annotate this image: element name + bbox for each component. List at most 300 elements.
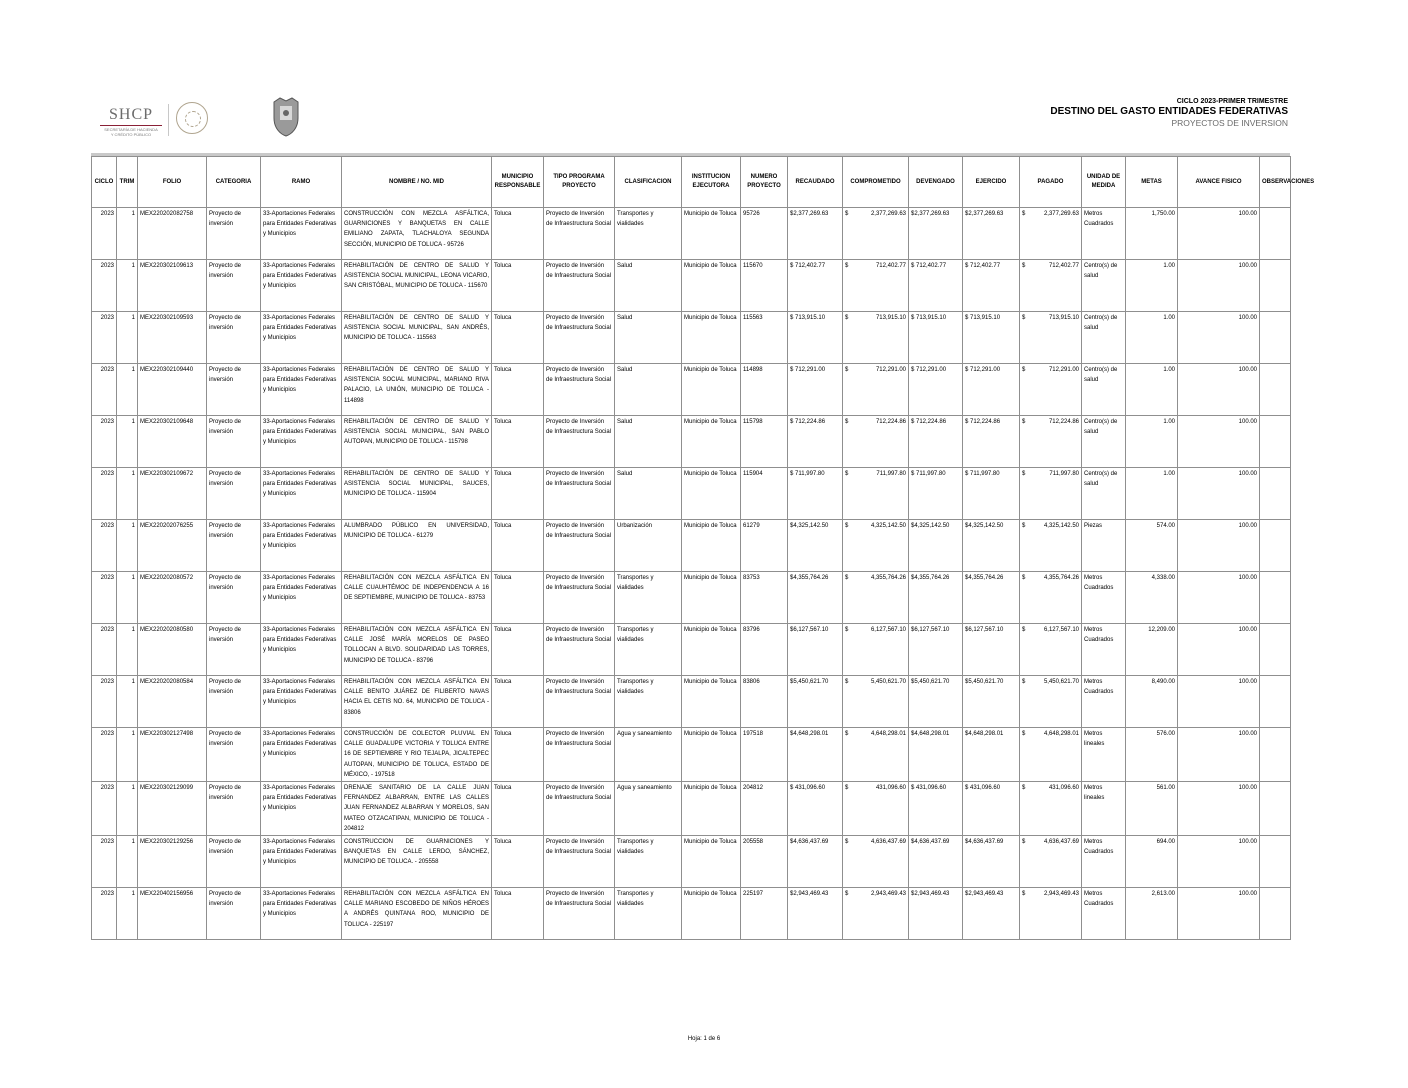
- cell-comprometido: $ 712,402.77: [843, 260, 909, 312]
- cell-devengado: $ 712,224.86: [909, 416, 963, 468]
- table-row: [92, 260, 1291, 312]
- cell-recaudado: $2,377,269.63: [788, 208, 843, 260]
- cell-folio: MEX220402156956: [138, 888, 207, 940]
- cell-municipio: Toluca: [492, 416, 544, 468]
- cell-pagado: $ 4,648,298.01: [1020, 728, 1082, 782]
- cell-ejercido: $2,943,469.43: [963, 888, 1020, 940]
- column-header-categoria: CATEGORIA: [207, 157, 261, 208]
- cell-institucion: Municipio de Toluca: [682, 728, 741, 782]
- cell-categoria: Proyecto de inversión: [207, 782, 261, 836]
- cell-tipo: Proyecto de Inversión de Infraestructura Social: [544, 782, 615, 836]
- cell-avance: 100.00: [1178, 836, 1260, 888]
- cell-ejercido: $4,325,142.50: [963, 520, 1020, 572]
- cell-devengado: $5,450,621.70: [909, 676, 963, 728]
- cell-ciclo: 2023: [92, 782, 117, 836]
- cell-numero: 205558: [741, 836, 788, 888]
- cell-folio: MEX220202080584: [138, 676, 207, 728]
- cell-obs: [1260, 208, 1291, 260]
- cell-ejercido: $ 431,096.60: [963, 782, 1020, 836]
- cell-devengado: $4,636,437.69: [909, 836, 963, 888]
- cell-metas: 1.00: [1126, 468, 1178, 520]
- cell-metas: 1.00: [1126, 260, 1178, 312]
- cell-recaudado: $2,943,469.43: [788, 888, 843, 940]
- cell-ciclo: 2023: [92, 312, 117, 364]
- cell-devengado: $4,355,764.26: [909, 572, 963, 624]
- cell-avance: 100.00: [1178, 260, 1260, 312]
- cell-ejercido: $4,355,764.26: [963, 572, 1020, 624]
- cell-ciclo: 2023: [92, 676, 117, 728]
- cell-devengado: $ 711,997.80: [909, 468, 963, 520]
- cell-municipio: Toluca: [492, 260, 544, 312]
- cell-avance: 100.00: [1178, 416, 1260, 468]
- cell-clasificacion: Salud: [615, 416, 682, 468]
- cell-tipo: Proyecto de Inversión de Infraestructura Social: [544, 728, 615, 782]
- cell-categoria: Proyecto de inversión: [207, 364, 261, 416]
- cell-trim: 1: [117, 888, 138, 940]
- cell-tipo: Proyecto de Inversión de Infraestructura Social: [544, 260, 615, 312]
- cell-folio: MEX220202080572: [138, 572, 207, 624]
- cell-nombre: CONSTRUCCION DE GUARNICIONES Y BANQUETAS EN CALLE LERDO, SÁNCHEZ, MUNICIPIO DE TOLUCA. - 205558: [342, 836, 492, 888]
- cell-categoria: Proyecto de inversión: [207, 624, 261, 676]
- cell-comprometido-value: 5,450,621.70: [870, 679, 906, 685]
- cell-folio: MEX220302129099: [138, 782, 207, 836]
- shcp-logo: [96, 106, 166, 137]
- cell-obs: [1260, 836, 1291, 888]
- cell-folio: MEX220302109672: [138, 468, 207, 520]
- cell-pagado: $ 712,291.00: [1020, 364, 1082, 416]
- cell-numero: 83753: [741, 572, 788, 624]
- cell-avance: 100.00: [1178, 782, 1260, 836]
- cell-clasificacion: Transportes y vialidades: [615, 888, 682, 940]
- cell-unidad: Metros lineales: [1082, 728, 1126, 782]
- cell-comprometido-value: 712,224.86: [875, 419, 906, 425]
- cell-folio: MEX220302109648: [138, 416, 207, 468]
- cell-unidad: Centro(s) de salud: [1082, 416, 1126, 468]
- cell-obs: [1260, 468, 1291, 520]
- column-header-metas: METAS: [1126, 157, 1178, 208]
- cell-clasificacion: Urbanización: [615, 520, 682, 572]
- column-header-obs: OBSERVACIONES: [1260, 157, 1291, 208]
- cell-clasificacion: Agua y saneamiento: [615, 728, 682, 782]
- cell-comprometido: $ 4,325,142.50: [843, 520, 909, 572]
- cell-ciclo: 2023: [92, 520, 117, 572]
- cell-municipio: Toluca: [492, 520, 544, 572]
- cell-trim: 1: [117, 468, 138, 520]
- cell-folio: MEX220202082758: [138, 208, 207, 260]
- column-header-recaudado: RECAUDADO: [788, 157, 843, 208]
- cell-pagado-value: 712,291.00: [1048, 367, 1079, 373]
- cell-obs: [1260, 520, 1291, 572]
- page-number: Hoja: 1 de 6: [687, 1036, 721, 1042]
- cell-folio: MEX220202080580: [138, 624, 207, 676]
- column-header-trim: TRIM: [117, 157, 138, 208]
- table-row: [92, 468, 1291, 520]
- cell-nombre: CONSTRUCCIÓN CON MEZCLA ASFÁLTICA, GUARNICIONES Y BANQUETAS EN CALLE EMILIANO ZAPATA, TLACHALOYA SEGUNDA SECCIÓN, MUNICIPIO DE TOLUCA - 95726: [342, 208, 492, 260]
- cell-pagado-value: 4,325,142.50: [1043, 523, 1079, 529]
- cell-avance: 100.00: [1178, 468, 1260, 520]
- cell-municipio: Toluca: [492, 728, 544, 782]
- cell-ramo: 33-Aportaciones Federales para Entidades Federativas y Municipios: [261, 312, 342, 364]
- table-row: [92, 888, 1291, 940]
- cell-pagado-value: 4,636,437.69: [1043, 839, 1079, 846]
- cell-nombre: REHABILITACIÓN DE CENTRO DE SALUD Y ASISTENCIA SOCIAL MUNICIPAL, MARIANO RIVA PALACIO, LA UNIÓN, MUNICIPIO DE TOLUCA - 114898: [342, 364, 492, 416]
- cell-obs: [1260, 312, 1291, 364]
- cell-avance: 100.00: [1178, 572, 1260, 624]
- cell-ramo: 33-Aportaciones Federales para Entidades Federativas y Municipios: [261, 468, 342, 520]
- cell-numero: 115904: [741, 468, 788, 520]
- table-row: [92, 416, 1291, 468]
- cell-nombre: REHABILITACIÓN CON MEZCLA ASFÁLTICA EN CALLE CUAUHTÉMOC DE INDEPENDENCIA A 16 DE SEPTIEMBRE, MUNICIPIO DE TOLUCA - 83753: [342, 572, 492, 624]
- cell-pagado: $ 4,636,437.69: [1020, 836, 1082, 888]
- cell-categoria: Proyecto de inversión: [207, 416, 261, 468]
- cell-ejercido: $6,127,567.10: [963, 624, 1020, 676]
- cell-trim: 1: [117, 520, 138, 572]
- cell-categoria: Proyecto de inversión: [207, 260, 261, 312]
- cell-ejercido: $4,636,437.69: [963, 836, 1020, 888]
- cell-metas: 12,209.00: [1126, 624, 1178, 676]
- cell-folio: MEX220302109613: [138, 260, 207, 312]
- cell-unidad: Piezas: [1082, 520, 1126, 572]
- cell-numero: 83806: [741, 676, 788, 728]
- cell-nombre: REHABILITACIÓN DE CENTRO DE SALUD Y ASISTENCIA SOCIAL MUNICIPAL, SAN ANDRÉS, MUNICIPIO DE TOLUCA - 115563: [342, 312, 492, 364]
- cell-obs: [1260, 572, 1291, 624]
- cell-clasificacion: Transportes y vialidades: [615, 836, 682, 888]
- cell-numero: 197518: [741, 728, 788, 782]
- cell-institucion: Municipio de Toluca: [682, 260, 741, 312]
- cell-municipio: Toluca: [492, 468, 544, 520]
- cell-nombre: ALUMBRADO PÚBLICO EN UNIVERSIDAD, MUNICIPIO DE TOLUCA - 61279: [342, 520, 492, 572]
- cell-ramo: 33-Aportaciones Federales para Entidades Federativas y Municipios: [261, 728, 342, 782]
- cell-municipio: Toluca: [492, 572, 544, 624]
- cell-ramo: 33-Aportaciones Federales para Entidades Federativas y Municipios: [261, 416, 342, 468]
- cell-institucion: Municipio de Toluca: [682, 208, 741, 260]
- cell-avance: 100.00: [1178, 208, 1260, 260]
- cell-tipo: Proyecto de Inversión de Infraestructura Social: [544, 468, 615, 520]
- cell-trim: 1: [117, 836, 138, 888]
- cell-obs: [1260, 416, 1291, 468]
- cell-pagado: $ 431,096.60: [1020, 782, 1082, 836]
- report-title: DESTINO DEL GASTO ENTIDADES FEDERATIVAS: [1050, 106, 1288, 117]
- cell-obs: [1260, 728, 1291, 782]
- cell-comprometido: $ 2,377,269.63: [843, 208, 909, 260]
- cell-pagado-value: 2,943,469.43: [1043, 891, 1079, 898]
- column-header-folio: FOLIO: [138, 157, 207, 208]
- shcp-logo-subtitle-1: SECRETARÍA DE HACIENDA: [104, 127, 158, 132]
- cell-pagado-value: 712,402.77: [1048, 263, 1079, 269]
- cell-clasificacion: Salud: [615, 312, 682, 364]
- cell-comprometido-value: 4,648,298.01: [870, 731, 906, 737]
- cell-numero: 95726: [741, 208, 788, 260]
- cell-clasificacion: Salud: [615, 364, 682, 416]
- column-header-ejercido: EJERCIDO: [963, 157, 1020, 208]
- column-header-municipio: MUNICIPIO RESPONSABLE: [492, 157, 544, 208]
- cell-categoria: Proyecto de inversión: [207, 520, 261, 572]
- cell-recaudado: $4,355,764.26: [788, 572, 843, 624]
- cell-devengado: $ 431,096.60: [909, 782, 963, 836]
- cell-categoria: Proyecto de inversión: [207, 728, 261, 782]
- cell-comprometido-value: 4,325,142.50: [870, 523, 906, 529]
- cell-recaudado: $ 712,291.00: [788, 364, 843, 416]
- cell-folio: MEX220202076255: [138, 520, 207, 572]
- cell-ejercido: $ 712,291.00: [963, 364, 1020, 416]
- cell-pagado-value: 5,450,621.70: [1043, 679, 1079, 685]
- cell-pagado: $ 712,224.86: [1020, 416, 1082, 468]
- cell-municipio: Toluca: [492, 208, 544, 260]
- cell-comprometido-value: 4,355,764.26: [870, 575, 906, 581]
- cell-folio: MEX220302109593: [138, 312, 207, 364]
- cell-ejercido: $ 712,224.86: [963, 416, 1020, 468]
- cell-institucion: Municipio de Toluca: [682, 416, 741, 468]
- cell-ejercido: $4,648,298.01: [963, 728, 1020, 782]
- cell-unidad: Centro(s) de salud: [1082, 312, 1126, 364]
- column-header-institucion: INSTITUCION EJECUTORA: [682, 157, 741, 208]
- cell-numero: 114898: [741, 364, 788, 416]
- cell-ciclo: 2023: [92, 624, 117, 676]
- cell-comprometido: $ 4,636,437.69: [843, 836, 909, 888]
- cell-avance: 100.00: [1178, 888, 1260, 940]
- cell-metas: 1.00: [1126, 312, 1178, 364]
- cell-pagado: $ 5,450,621.70: [1020, 676, 1082, 728]
- cell-ejercido: $ 713,915.10: [963, 312, 1020, 364]
- column-header-comprometido: COMPROMETIDO: [843, 157, 909, 208]
- cell-nombre: DRENAJE SANITARIO DE LA CALLE JUAN FERNANDEZ ALBARRAN, ENTRE LAS CALLES JUAN FERNANDEZ ALBARRAN Y MORELOS, SAN MATEO OTZACATIPAN, MUNICIPIO DE TOLUCA - 204812: [342, 782, 492, 836]
- cell-ciclo: 2023: [92, 260, 117, 312]
- cell-tipo: Proyecto de Inversión de Infraestructura Social: [544, 624, 615, 676]
- column-header-nombre: NOMBRE / NO. MID: [342, 157, 492, 208]
- cell-comprometido: $ 713,915.10: [843, 312, 909, 364]
- cell-recaudado: $ 431,096.60: [788, 782, 843, 836]
- cell-pagado-value: 2,377,269.63: [1043, 211, 1079, 217]
- cell-categoria: Proyecto de inversión: [207, 208, 261, 260]
- cell-comprometido-value: 6,127,567.10: [870, 627, 906, 633]
- shcp-logo-text: SHCP: [108, 106, 154, 123]
- cell-categoria: Proyecto de inversión: [207, 468, 261, 520]
- cell-devengado: $ 712,402.77: [909, 260, 963, 312]
- cell-clasificacion: Salud: [615, 468, 682, 520]
- cell-obs: [1260, 364, 1291, 416]
- cell-metas: 4,338.00: [1126, 572, 1178, 624]
- cell-pagado: $ 6,127,567.10: [1020, 624, 1082, 676]
- cell-numero: 61279: [741, 520, 788, 572]
- cell-numero: 115563: [741, 312, 788, 364]
- cell-comprometido-value: 713,915.10: [875, 315, 906, 321]
- cell-metas: 694.00: [1126, 836, 1178, 888]
- cell-metas: 1.00: [1126, 416, 1178, 468]
- cell-unidad: Metros Cuadrados: [1082, 208, 1126, 260]
- cell-pagado: $ 713,915.10: [1020, 312, 1082, 364]
- cell-unidad: Metros Cuadrados: [1082, 888, 1126, 940]
- cell-ciclo: 2023: [92, 468, 117, 520]
- cell-ramo: 33-Aportaciones Federales para Entidades Federativas y Municipios: [261, 836, 342, 888]
- cell-recaudado: $4,648,298.01: [788, 728, 843, 782]
- cell-trim: 1: [117, 624, 138, 676]
- cell-trim: 1: [117, 572, 138, 624]
- cell-comprometido-value: 712,291.00: [875, 367, 906, 373]
- cell-ramo: 33-Aportaciones Federales para Entidades Federativas y Municipios: [261, 260, 342, 312]
- cell-metas: 574.00: [1126, 520, 1178, 572]
- cell-nombre: REHABILITACIÓN DE CENTRO DE SALUD Y ASISTENCIA SOCIAL MUNICIPAL, SAN PABLO AUTOPAN, MUNICIPIO DE TOLUCA - 115798: [342, 416, 492, 468]
- cell-pagado: $ 2,377,269.63: [1020, 208, 1082, 260]
- cell-devengado: $6,127,567.10: [909, 624, 963, 676]
- cell-unidad: Centro(s) de salud: [1082, 260, 1126, 312]
- column-header-avance: AVANCE FISICO: [1178, 157, 1260, 208]
- cell-avance: 100.00: [1178, 364, 1260, 416]
- cell-municipio: Toluca: [492, 782, 544, 836]
- cell-numero: 225197: [741, 888, 788, 940]
- cell-nombre: REHABILITACIÓN CON MEZCLA ASFÁLTICA EN CALLE MARIANO ESCOBEDO DE NIÑOS HÉROES A ANDRÉS QUINTANA ROO, MUNICIPIO DE TOLUCA - 225197: [342, 888, 492, 940]
- cell-unidad: Metros lineales: [1082, 782, 1126, 836]
- cell-institucion: Municipio de Toluca: [682, 676, 741, 728]
- cell-comprometido-value: 4,636,437.69: [870, 839, 906, 846]
- table-row: [92, 676, 1291, 728]
- cell-tipo: Proyecto de Inversión de Infraestructura Social: [544, 312, 615, 364]
- cell-ramo: 33-Aportaciones Federales para Entidades Federativas y Municipios: [261, 888, 342, 940]
- cell-clasificacion: Transportes y vialidades: [615, 676, 682, 728]
- cell-institucion: Municipio de Toluca: [682, 520, 741, 572]
- cell-comprometido-value: 712,402.77: [875, 263, 906, 269]
- cell-ejercido: $ 712,402.77: [963, 260, 1020, 312]
- cell-municipio: Toluca: [492, 312, 544, 364]
- cell-recaudado: $ 713,915.10: [788, 312, 843, 364]
- state-emblem-icon: [268, 96, 304, 138]
- cell-devengado: $2,943,469.43: [909, 888, 963, 940]
- cell-pagado-value: 4,355,764.26: [1043, 575, 1079, 581]
- cell-tipo: Proyecto de Inversión de Infraestructura Social: [544, 888, 615, 940]
- cell-recaudado: $5,450,621.70: [788, 676, 843, 728]
- cell-metas: 2,613.00: [1126, 888, 1178, 940]
- cell-metas: 1,750.00: [1126, 208, 1178, 260]
- cell-ramo: 33-Aportaciones Federales para Entidades Federativas y Municipios: [261, 676, 342, 728]
- cell-pagado: $ 2,943,469.43: [1020, 888, 1082, 940]
- cell-ciclo: 2023: [92, 836, 117, 888]
- cell-ciclo: 2023: [92, 364, 117, 416]
- cell-comprometido-value: 2,377,269.63: [870, 211, 906, 217]
- cell-institucion: Municipio de Toluca: [682, 312, 741, 364]
- cell-metas: 1.00: [1126, 364, 1178, 416]
- cell-comprometido: $ 711,997.80: [843, 468, 909, 520]
- cell-recaudado: $ 712,402.77: [788, 260, 843, 312]
- cell-comprometido: $ 6,127,567.10: [843, 624, 909, 676]
- cell-pagado-value: 711,997.80: [1049, 471, 1079, 477]
- cell-municipio: Toluca: [492, 624, 544, 676]
- cell-categoria: Proyecto de inversión: [207, 888, 261, 940]
- shcp-logo-subtitle-2: Y CRÉDITO PÚBLICO: [110, 132, 152, 137]
- column-header-tipo: TIPO PROGRAMA PROYECTO: [544, 157, 615, 208]
- cell-clasificacion: Transportes y vialidades: [615, 572, 682, 624]
- cell-tipo: Proyecto de Inversión de Infraestructura Social: [544, 572, 615, 624]
- cell-ciclo: 2023: [92, 572, 117, 624]
- cell-ciclo: 2023: [92, 416, 117, 468]
- cell-ejercido: $5,450,621.70: [963, 676, 1020, 728]
- cell-avance: 100.00: [1178, 728, 1260, 782]
- cell-trim: 1: [117, 364, 138, 416]
- table-row: [92, 364, 1291, 416]
- cell-trim: 1: [117, 676, 138, 728]
- column-header-unidad: UNIDAD DE MEDIDA: [1082, 157, 1126, 208]
- cell-pagado: $ 4,325,142.50: [1020, 520, 1082, 572]
- cell-institucion: Municipio de Toluca: [682, 782, 741, 836]
- cell-trim: 1: [117, 260, 138, 312]
- table-row: [92, 208, 1291, 260]
- cell-recaudado: $6,127,567.10: [788, 624, 843, 676]
- column-header-ramo: RAMO: [261, 157, 342, 208]
- cell-obs: [1260, 888, 1291, 940]
- table-header-row: [92, 157, 1291, 208]
- cell-avance: 100.00: [1178, 676, 1260, 728]
- cell-comprometido: $ 4,648,298.01: [843, 728, 909, 782]
- cell-trim: 1: [117, 728, 138, 782]
- cell-trim: 1: [117, 416, 138, 468]
- cell-metas: 561.00: [1126, 782, 1178, 836]
- cell-devengado: $2,377,269.63: [909, 208, 963, 260]
- table-row: [92, 782, 1291, 836]
- report-subtitle: PROYECTOS DE INVERSION: [1171, 118, 1288, 128]
- cell-tipo: Proyecto de Inversión de Infraestructura Social: [544, 836, 615, 888]
- cell-clasificacion: Transportes y vialidades: [615, 624, 682, 676]
- cell-ejercido: $2,377,269.63: [963, 208, 1020, 260]
- cell-metas: 8,490.00: [1126, 676, 1178, 728]
- cell-tipo: Proyecto de Inversión de Infraestructura Social: [544, 416, 615, 468]
- cell-unidad: Metros Cuadrados: [1082, 836, 1126, 888]
- table-body: [92, 208, 1291, 940]
- cell-clasificacion: Agua y saneamiento: [615, 782, 682, 836]
- national-seal-icon: [176, 102, 208, 134]
- table-row: [92, 520, 1291, 572]
- cell-metas: 576.00: [1126, 728, 1178, 782]
- cell-categoria: Proyecto de inversión: [207, 312, 261, 364]
- cell-ramo: 33-Aportaciones Federales para Entidades Federativas y Municipios: [261, 624, 342, 676]
- cell-clasificacion: Salud: [615, 260, 682, 312]
- column-header-numero: NUMERO PROYECTO: [741, 157, 788, 208]
- cell-pagado: $ 712,402.77: [1020, 260, 1082, 312]
- cell-unidad: Centro(s) de salud: [1082, 364, 1126, 416]
- cell-comprometido: $ 5,450,621.70: [843, 676, 909, 728]
- report-header: [1050, 97, 1288, 128]
- cell-ciclo: 2023: [92, 208, 117, 260]
- cell-tipo: Proyecto de Inversión de Infraestructura Social: [544, 208, 615, 260]
- cell-ejercido: $ 711,997.80: [963, 468, 1020, 520]
- cell-trim: 1: [117, 312, 138, 364]
- cell-tipo: Proyecto de Inversión de Infraestructura Social: [544, 676, 615, 728]
- cell-municipio: Toluca: [492, 888, 544, 940]
- table-row: [92, 572, 1291, 624]
- cell-folio: MEX220302109440: [138, 364, 207, 416]
- cell-clasificacion: Transportes y vialidades: [615, 208, 682, 260]
- cell-pagado-value: 4,648,298.01: [1043, 731, 1079, 737]
- cell-comprometido: $ 431,096.60: [843, 782, 909, 836]
- cell-categoria: Proyecto de inversión: [207, 676, 261, 728]
- cell-ramo: 33-Aportaciones Federales para Entidades Federativas y Municipios: [261, 782, 342, 836]
- cell-tipo: Proyecto de Inversión de Infraestructura Social: [544, 364, 615, 416]
- cell-unidad: Centro(s) de salud: [1082, 468, 1126, 520]
- cell-ciclo: 2023: [92, 888, 117, 940]
- cell-institucion: Municipio de Toluca: [682, 888, 741, 940]
- cell-avance: 100.00: [1178, 520, 1260, 572]
- cell-municipio: Toluca: [492, 364, 544, 416]
- table-row: [92, 624, 1291, 676]
- cell-ramo: 33-Aportaciones Federales para Entidades Federativas y Municipios: [261, 520, 342, 572]
- cell-comprometido: $ 4,355,764.26: [843, 572, 909, 624]
- projects-table: [91, 156, 1315, 940]
- cell-unidad: Metros Cuadrados: [1082, 676, 1126, 728]
- cell-trim: 1: [117, 208, 138, 260]
- column-header-ciclo: CICLO: [92, 157, 117, 208]
- table-row: [92, 312, 1291, 364]
- cell-comprometido: $ 712,291.00: [843, 364, 909, 416]
- column-header-pagado: PAGADO: [1020, 157, 1082, 208]
- cell-numero: 204812: [741, 782, 788, 836]
- cell-nombre: REHABILITACIÓN DE CENTRO DE SALUD Y ASISTENCIA SOCIAL MUNICIPAL, LEONA VICARIO, SAN CRISTÓBAL, MUNICIPIO DE TOLUCA - 115670: [342, 260, 492, 312]
